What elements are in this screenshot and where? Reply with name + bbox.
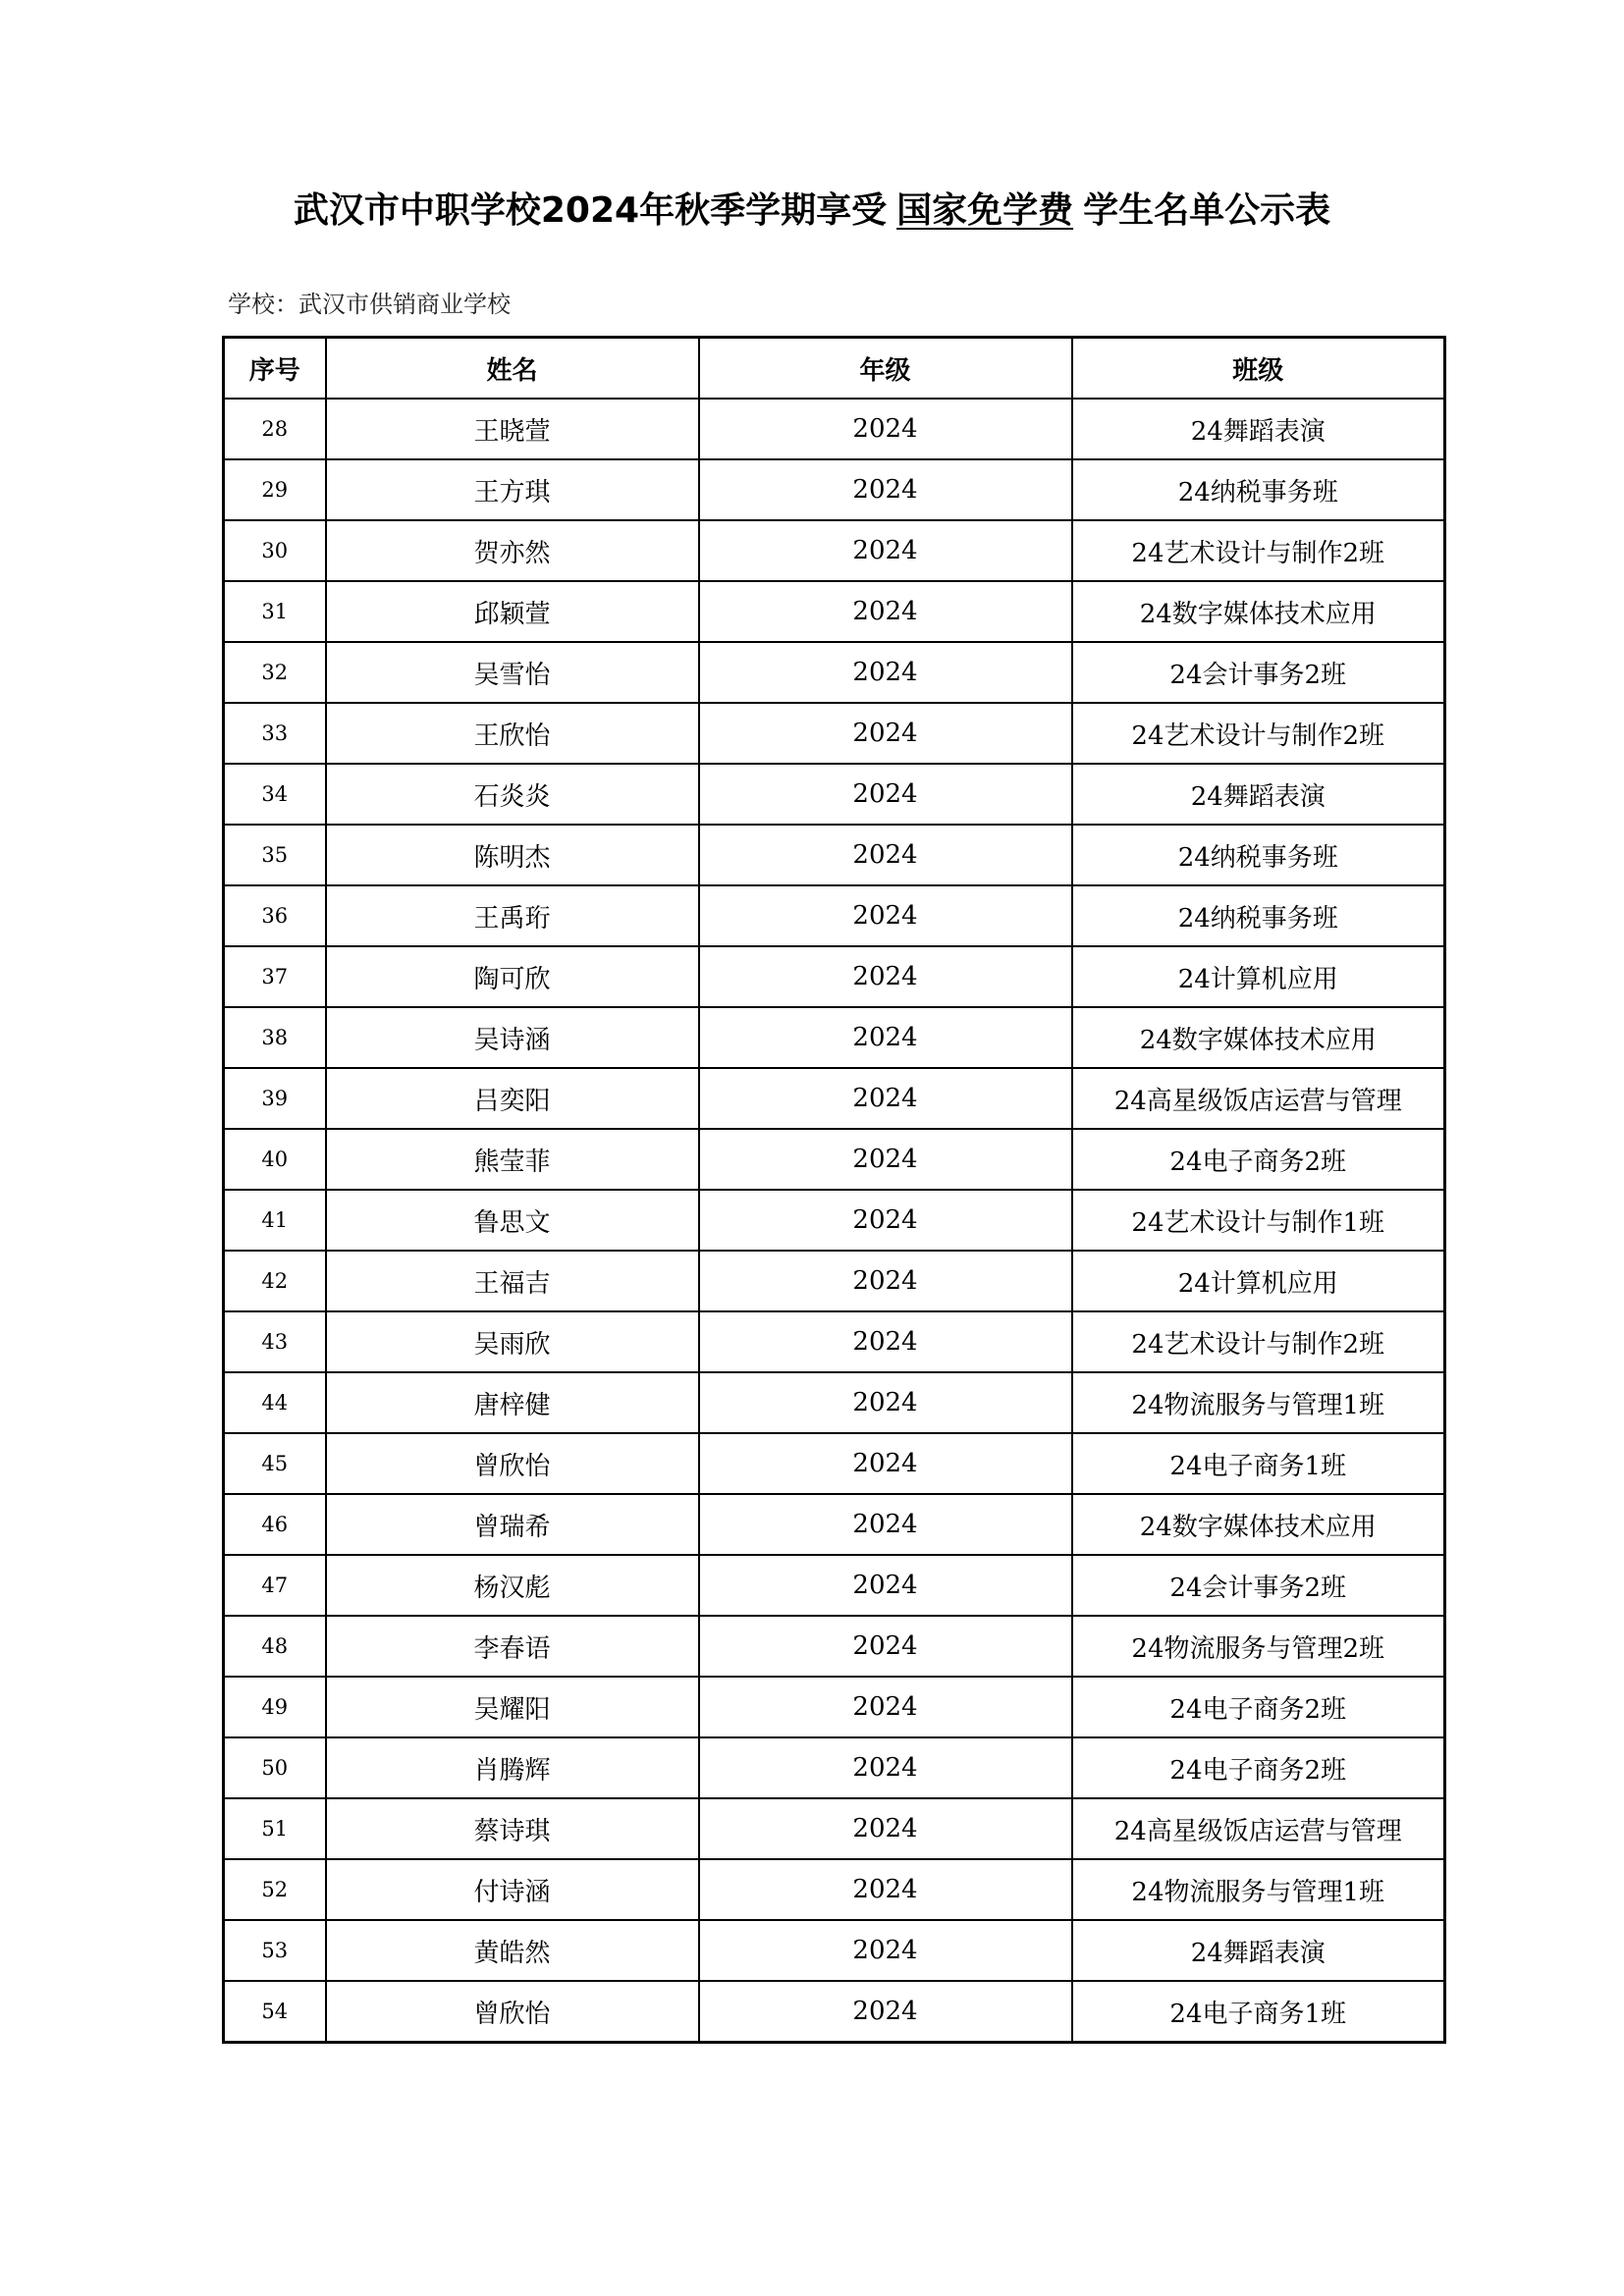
cell-serial-number: 51 — [224, 1798, 326, 1859]
cell-class: 24电子商务2班 — [1072, 1737, 1445, 1798]
cell-student-name: 陶可欣 — [326, 946, 699, 1007]
cell-class: 24艺术设计与制作2班 — [1072, 1311, 1445, 1372]
school-label: 学校： — [228, 291, 298, 318]
cell-class: 24高星级饭店运营与管理 — [1072, 1798, 1445, 1859]
cell-class: 24物流服务与管理2班 — [1072, 1616, 1445, 1677]
cell-grade: 2024 — [699, 1372, 1072, 1433]
cell-student-name: 邱颖萱 — [326, 581, 699, 642]
cell-class: 24高星级饭店运营与管理 — [1072, 1068, 1445, 1129]
cell-serial-number: 29 — [224, 459, 326, 520]
cell-grade: 2024 — [699, 1677, 1072, 1737]
cell-serial-number: 30 — [224, 520, 326, 581]
page-title — [0, 182, 1624, 240]
table-row — [224, 885, 1445, 946]
student-roster-table — [222, 336, 1446, 2044]
cell-class: 24舞蹈表演 — [1072, 764, 1445, 825]
cell-class: 24电子商务1班 — [1072, 1981, 1445, 2043]
cell-serial-number: 31 — [224, 581, 326, 642]
table-row — [224, 581, 1445, 642]
cell-serial-number: 32 — [224, 642, 326, 703]
cell-serial-number: 39 — [224, 1068, 326, 1129]
table-row — [224, 1677, 1445, 1737]
table-row — [224, 1129, 1445, 1190]
cell-grade: 2024 — [699, 1616, 1072, 1677]
table-row — [224, 1920, 1445, 1981]
cell-class: 24纳税事务班 — [1072, 459, 1445, 520]
cell-class: 24电子商务2班 — [1072, 1677, 1445, 1737]
cell-student-name: 吕奕阳 — [326, 1068, 699, 1129]
header-name: 姓名 — [326, 338, 699, 400]
cell-grade: 2024 — [699, 581, 1072, 642]
cell-student-name: 黄皓然 — [326, 1920, 699, 1981]
cell-serial-number: 36 — [224, 885, 326, 946]
cell-serial-number: 45 — [224, 1433, 326, 1494]
table-row — [224, 1433, 1445, 1494]
cell-serial-number: 48 — [224, 1616, 326, 1677]
header-serial-number: 序号 — [224, 338, 326, 400]
cell-class: 24物流服务与管理1班 — [1072, 1372, 1445, 1433]
cell-student-name: 石炎炎 — [326, 764, 699, 825]
cell-student-name: 熊莹菲 — [326, 1129, 699, 1190]
table-row — [224, 1494, 1445, 1555]
cell-grade: 2024 — [699, 1129, 1072, 1190]
cell-grade: 2024 — [699, 825, 1072, 885]
cell-serial-number: 35 — [224, 825, 326, 885]
cell-grade: 2024 — [699, 1920, 1072, 1981]
cell-serial-number: 50 — [224, 1737, 326, 1798]
cell-student-name: 陈明杰 — [326, 825, 699, 885]
cell-serial-number: 38 — [224, 1007, 326, 1068]
table-row — [224, 1068, 1445, 1129]
cell-class: 24纳税事务班 — [1072, 825, 1445, 885]
table-row — [224, 642, 1445, 703]
cell-grade: 2024 — [699, 1981, 1072, 2043]
school-line — [228, 287, 511, 322]
cell-grade: 2024 — [699, 1068, 1072, 1129]
cell-grade: 2024 — [699, 1433, 1072, 1494]
cell-student-name: 王晓萱 — [326, 399, 699, 459]
cell-grade: 2024 — [699, 520, 1072, 581]
table-row — [224, 1981, 1445, 2043]
cell-serial-number: 28 — [224, 399, 326, 459]
cell-class: 24计算机应用 — [1072, 1251, 1445, 1311]
cell-grade: 2024 — [699, 399, 1072, 459]
table-row — [224, 1311, 1445, 1372]
cell-serial-number: 53 — [224, 1920, 326, 1981]
cell-grade: 2024 — [699, 1555, 1072, 1616]
title-underlined: 国家免学费 — [896, 190, 1074, 231]
cell-class: 24艺术设计与制作2班 — [1072, 703, 1445, 764]
cell-serial-number: 34 — [224, 764, 326, 825]
cell-grade: 2024 — [699, 885, 1072, 946]
table-row — [224, 1251, 1445, 1311]
table-row — [224, 703, 1445, 764]
cell-serial-number: 43 — [224, 1311, 326, 1372]
cell-serial-number: 41 — [224, 1190, 326, 1251]
cell-student-name: 曾欣怡 — [326, 1981, 699, 2043]
cell-grade: 2024 — [699, 1798, 1072, 1859]
cell-serial-number: 40 — [224, 1129, 326, 1190]
cell-grade: 2024 — [699, 1859, 1072, 1920]
table-row — [224, 1190, 1445, 1251]
cell-student-name: 曾瑞希 — [326, 1494, 699, 1555]
table-row — [224, 459, 1445, 520]
cell-grade: 2024 — [699, 703, 1072, 764]
cell-serial-number: 46 — [224, 1494, 326, 1555]
table-header-row — [224, 338, 1445, 400]
cell-student-name: 曾欣怡 — [326, 1433, 699, 1494]
table-row — [224, 399, 1445, 459]
table-row — [224, 1859, 1445, 1920]
table-row — [224, 1616, 1445, 1677]
cell-student-name: 王欣怡 — [326, 703, 699, 764]
school-name: 武汉市供销商业学校 — [298, 291, 511, 318]
cell-class: 24会计事务2班 — [1072, 642, 1445, 703]
cell-grade: 2024 — [699, 946, 1072, 1007]
table-row — [224, 1372, 1445, 1433]
cell-student-name: 王福吉 — [326, 1251, 699, 1311]
cell-class: 24数字媒体技术应用 — [1072, 1494, 1445, 1555]
cell-class: 24数字媒体技术应用 — [1072, 581, 1445, 642]
cell-student-name: 杨汉彪 — [326, 1555, 699, 1616]
cell-serial-number: 54 — [224, 1981, 326, 2043]
cell-student-name: 付诗涵 — [326, 1859, 699, 1920]
cell-class: 24会计事务2班 — [1072, 1555, 1445, 1616]
cell-student-name: 吴耀阳 — [326, 1677, 699, 1737]
cell-class: 24计算机应用 — [1072, 946, 1445, 1007]
table-row — [224, 1798, 1445, 1859]
cell-serial-number: 42 — [224, 1251, 326, 1311]
cell-student-name: 王禹珩 — [326, 885, 699, 946]
header-grade: 年级 — [699, 338, 1072, 400]
title-prefix: 武汉市中职学校2024年秋季学期享受 — [293, 190, 888, 231]
title-suffix: 学生名单公示表 — [1083, 190, 1331, 231]
table-row — [224, 1737, 1445, 1798]
table-row — [224, 1007, 1445, 1068]
cell-student-name: 吴雪怡 — [326, 642, 699, 703]
table-row — [224, 520, 1445, 581]
cell-serial-number: 33 — [224, 703, 326, 764]
table-row — [224, 764, 1445, 825]
cell-serial-number: 49 — [224, 1677, 326, 1737]
cell-student-name: 鲁思文 — [326, 1190, 699, 1251]
cell-class: 24纳税事务班 — [1072, 885, 1445, 946]
table-row — [224, 825, 1445, 885]
cell-serial-number: 52 — [224, 1859, 326, 1920]
cell-student-name: 李春语 — [326, 1616, 699, 1677]
cell-student-name: 唐梓健 — [326, 1372, 699, 1433]
cell-grade: 2024 — [699, 1311, 1072, 1372]
cell-class: 24物流服务与管理1班 — [1072, 1859, 1445, 1920]
cell-student-name: 肖腾辉 — [326, 1737, 699, 1798]
cell-class: 24舞蹈表演 — [1072, 399, 1445, 459]
cell-serial-number: 37 — [224, 946, 326, 1007]
cell-grade: 2024 — [699, 1007, 1072, 1068]
cell-serial-number: 44 — [224, 1372, 326, 1433]
cell-class: 24艺术设计与制作1班 — [1072, 1190, 1445, 1251]
table-body — [224, 399, 1445, 2043]
cell-class: 24电子商务1班 — [1072, 1433, 1445, 1494]
cell-grade: 2024 — [699, 1190, 1072, 1251]
cell-student-name: 贺亦然 — [326, 520, 699, 581]
cell-grade: 2024 — [699, 1494, 1072, 1555]
cell-grade: 2024 — [699, 642, 1072, 703]
cell-class: 24艺术设计与制作2班 — [1072, 520, 1445, 581]
cell-class: 24舞蹈表演 — [1072, 1920, 1445, 1981]
cell-student-name: 蔡诗琪 — [326, 1798, 699, 1859]
table-row — [224, 1555, 1445, 1616]
cell-student-name: 王方琪 — [326, 459, 699, 520]
cell-grade: 2024 — [699, 459, 1072, 520]
cell-student-name: 吴诗涵 — [326, 1007, 699, 1068]
cell-grade: 2024 — [699, 764, 1072, 825]
table-row — [224, 946, 1445, 1007]
header-class: 班级 — [1072, 338, 1445, 400]
cell-class: 24数字媒体技术应用 — [1072, 1007, 1445, 1068]
cell-grade: 2024 — [699, 1737, 1072, 1798]
cell-grade: 2024 — [699, 1251, 1072, 1311]
cell-student-name: 吴雨欣 — [326, 1311, 699, 1372]
cell-class: 24电子商务2班 — [1072, 1129, 1445, 1190]
cell-serial-number: 47 — [224, 1555, 326, 1616]
